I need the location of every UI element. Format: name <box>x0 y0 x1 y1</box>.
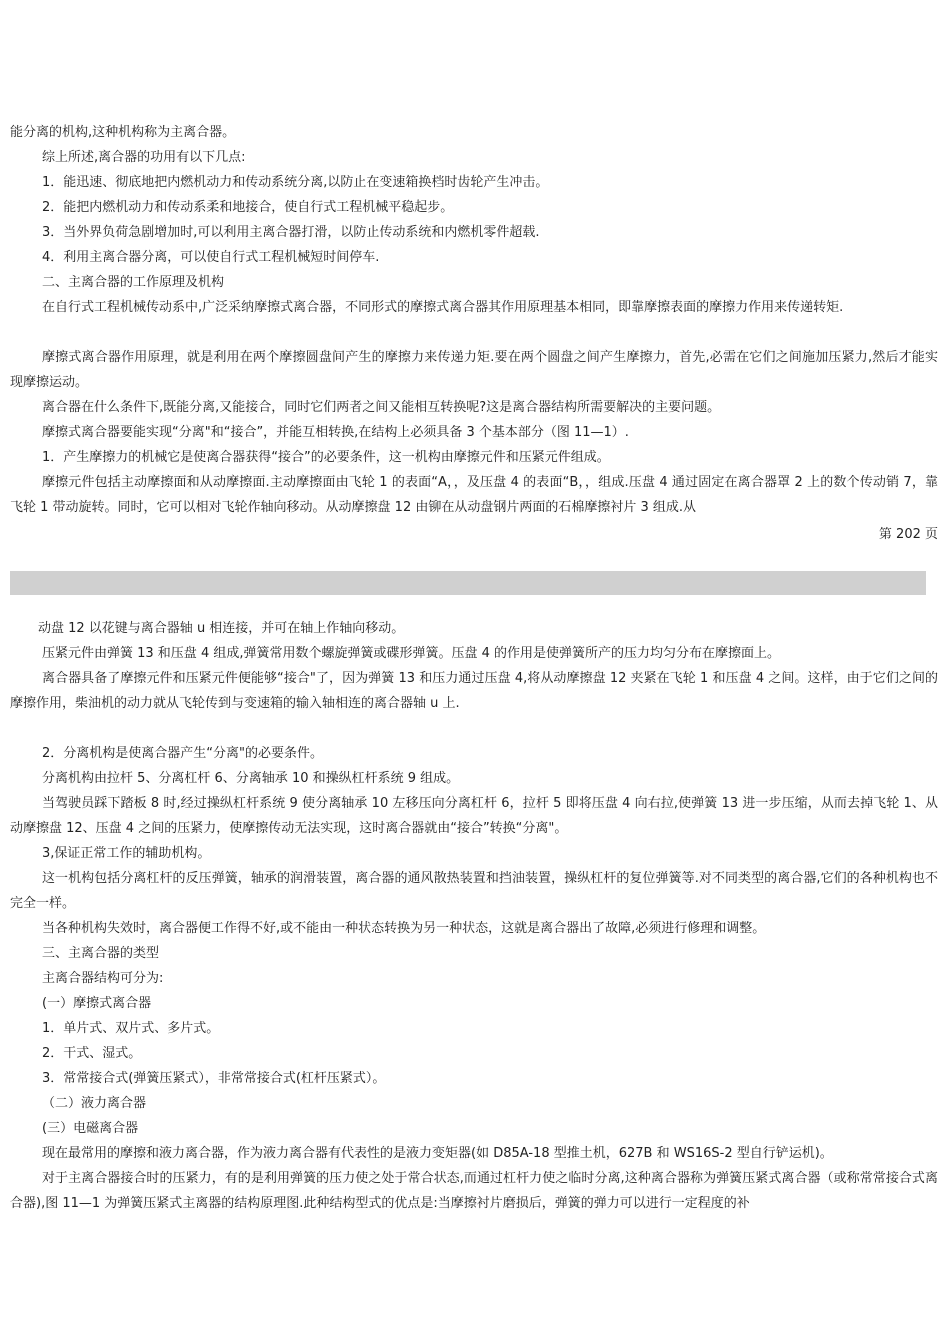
list-item: 2．干式、湿式。 <box>42 1046 142 1061</box>
list-item: 1．产生摩擦力的机械它是使离合器获得“接合”的必要条件，这一机构由摩擦元件和压紧元件组成。 <box>42 450 610 465</box>
page-202 <box>10 120 938 547</box>
page-203 <box>10 616 938 1216</box>
list-item: 2．能把内燃机动力和传动系柔和地接合，使自行式工程机械平稳起步。 <box>42 200 454 215</box>
paragraph: 主离合器结构可分为: <box>42 971 164 986</box>
paragraph: 现在最常用的摩擦和液力离合器，作为液力离合器有代表性的是液力变矩器(如 D85A-18 型推土机，627B 和 WS16S-2 型自行铲运机)。 <box>42 1146 833 1161</box>
subsection-heading: (一）摩擦式离合器 <box>42 996 152 1011</box>
list-item: 3,保证正常工作的辅助机构。 <box>42 846 211 861</box>
page-separator <box>10 571 926 595</box>
paragraph: 当各种机构失效时，离合器便工作得不好,或不能由一种状态转换为另一种状态，这就是离合器出了故障,必须进行修理和调整。 <box>42 921 766 936</box>
list-item: 4．利用主离合器分离，可以使自行式工程机械短时间停车. <box>42 250 380 265</box>
paragraph: 在自行式工程机械传动系中,广泛采纳摩擦式离合器，不同形式的摩擦式离合器其作用原理基本相同，即靠摩擦表面的摩擦力作用来传递转矩. <box>42 300 844 315</box>
paragraph: 离合器具备了摩擦元件和压紧元件便能够“接合"了，因为弹簧 13 和压力通过压盘 4,将从动摩擦盘 12 夹紧在飞轮 1 和压盘 4 之间。这样，由于它们之间的摩擦作用，柴油机的动力就从飞轮传到与变速箱的输入轴相连的离合器轴 u 上. <box>10 671 938 711</box>
paragraph: 综上所述,离合器的功用有以下几点: <box>42 150 246 165</box>
paragraph: 摩擦式离合器要能实现“分离"和“接合”，并能互相转换,在结构上必须具备 3 个基本部分（图 11—1）. <box>42 425 629 440</box>
list-item: 1．单片式、双片式、多片式。 <box>42 1021 220 1036</box>
paragraph: 对于主离合器接合时的压紧力，有的是利用弹簧的压力使之处于常合状态,而通过杠杆力使之临时分离,这种离合器称为弹簧压紧式离合器（或称常常接合式离合器),图 11—1 为弹簧压紧式主离器的结构原理图.此种结构型式的优点是:当摩擦衬片磨损后，弹簧的弹力可以进行一定程度的补 <box>10 1171 938 1211</box>
paragraph: 当驾驶员踩下踏板 8 时,经过操纵杠杆系统 9 使分离轴承 10 左移压向分离杠杆 6，拉杆 5 即将压盘 4 向右拉,使弹簧 13 进一步压缩，从而去掉飞轮 1、从动摩擦盘 12、压盘 4 之间的压紧力，使摩擦传动无法实现，这时离合器就由“接合”转换“分离"。 <box>10 796 938 836</box>
paragraph: 摩擦元件包括主动摩擦面和从动摩擦面.主动摩擦面由飞轮 1 的表面“A，，及压盘 4 的表面“B，，组成.压盘 4 通过固定在离合器罩 2 上的数个传动销 7，靠飞轮 1 带动旋转。同时，它可以相对飞轮作轴向移动。从动摩擦盘 12 由铆在从动盘钢片两面的石棉摩擦衬片 3 组成.从 <box>10 475 938 515</box>
paragraph: 离合器在什么条件下,既能分离,又能接合，同时它们两者之间又能相互转换呢?这是离合器结构所需要解决的主要问题。 <box>42 400 721 415</box>
paragraph: 分离机构由拉杆 5、分离杠杆 6、分离轴承 10 和操纵杠杆系统 9 组成。 <box>42 771 460 786</box>
paragraph: 能分离的机构,这种机构称为主离合器。 <box>10 125 236 140</box>
section-heading: 三、主离合器的类型 <box>42 946 160 961</box>
paragraph: 这一机构包括分离杠杆的反压弹簧，轴承的润滑装置，离合器的通风散热装置和挡油装置，操纵杠杆的复位弹簧等.对不同类型的离合器,它们的各种机构也不完全一样。 <box>10 871 939 911</box>
paragraph: 压紧元件由弹簧 13 和压盘 4 组成,弹簧常用数个螺旋弹簧或碟形弹簧。压盘 4 的作用是使弹簧所产的压力均匀分布在摩擦面上。 <box>42 646 781 661</box>
section-heading: 二、主离合器的工作原理及机构 <box>42 275 225 290</box>
list-item: 2．分离机构是使离合器产生“分离"的必要条件。 <box>42 746 323 761</box>
subsection-heading: （二）液力离合器 <box>42 1096 147 1111</box>
page-number: 第 202 页 <box>878 527 938 542</box>
paragraph: 动盘 12 以花键与离合器轴 u 相连接，并可在轴上作轴向移动。 <box>38 621 405 636</box>
subsection-heading: (三）电磁离合器 <box>42 1121 139 1136</box>
paragraph: 摩擦式离合器作用原理，就是利用在两个摩擦圆盘间产生的摩擦力来传递力矩.要在两个圆盘之间产生摩擦力，首先,必需在它们之间施加压紧力,然后才能实现摩擦运动。 <box>10 350 938 390</box>
list-item: 3．当外界负荷急剧增加时,可以利用主离合器打滑，以防止传动系统和内燃机零件超载. <box>42 225 540 240</box>
list-item: 3．常常接合式(弹簧压紧式），非常常接合式(杠杆压紧式）。 <box>42 1071 386 1086</box>
list-item: 1．能迅速、彻底地把内燃机动力和传动系统分离,以防止在变速箱换档时齿轮产生冲击。 <box>42 175 549 190</box>
